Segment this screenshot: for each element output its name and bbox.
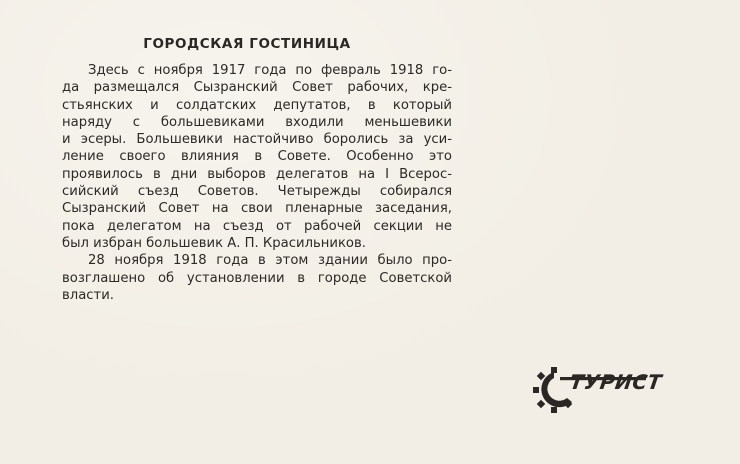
text-line: пока делегатом на съезд от рабочей секции не [62,218,452,234]
text-line: да размещался Сызранский Совет рабочих, кре- [62,80,452,96]
text-line: сийский съезд Советов. Четырежды собирался [62,184,452,200]
text-line: стьянских и солдатских депутатов, в который [62,97,452,113]
text-line: ление своего влияния в Совете. Особенно это [62,149,452,165]
text-line: был избран большевик А. П. Красильников. [62,235,366,251]
text-line: возглашено об установлении в городе Советской [62,270,452,286]
text-line: 28 ноября 1918 года в этом здании было про- [88,253,452,269]
page-title: ГОРОДСКАЯ ГОСТИНИЦА [143,36,351,52]
text-line: проявилось в дни выборов делегатов на I Всерос- [62,166,452,182]
text-line: Здесь с ноября 1917 года по февраль 1918 го- [88,63,452,78]
text-line: наряду с большевиками входили меньшевики [62,114,452,130]
text-line: и эсеры. Большевики настойчиво боролись за уси- [62,132,452,148]
logo-wordmark: ТУРИСТ [568,370,664,394]
text-line: власти. [62,287,114,303]
body-text [62,62,452,304]
text-line: Сызранский Совет на свои пленарные заседания, [62,201,452,217]
